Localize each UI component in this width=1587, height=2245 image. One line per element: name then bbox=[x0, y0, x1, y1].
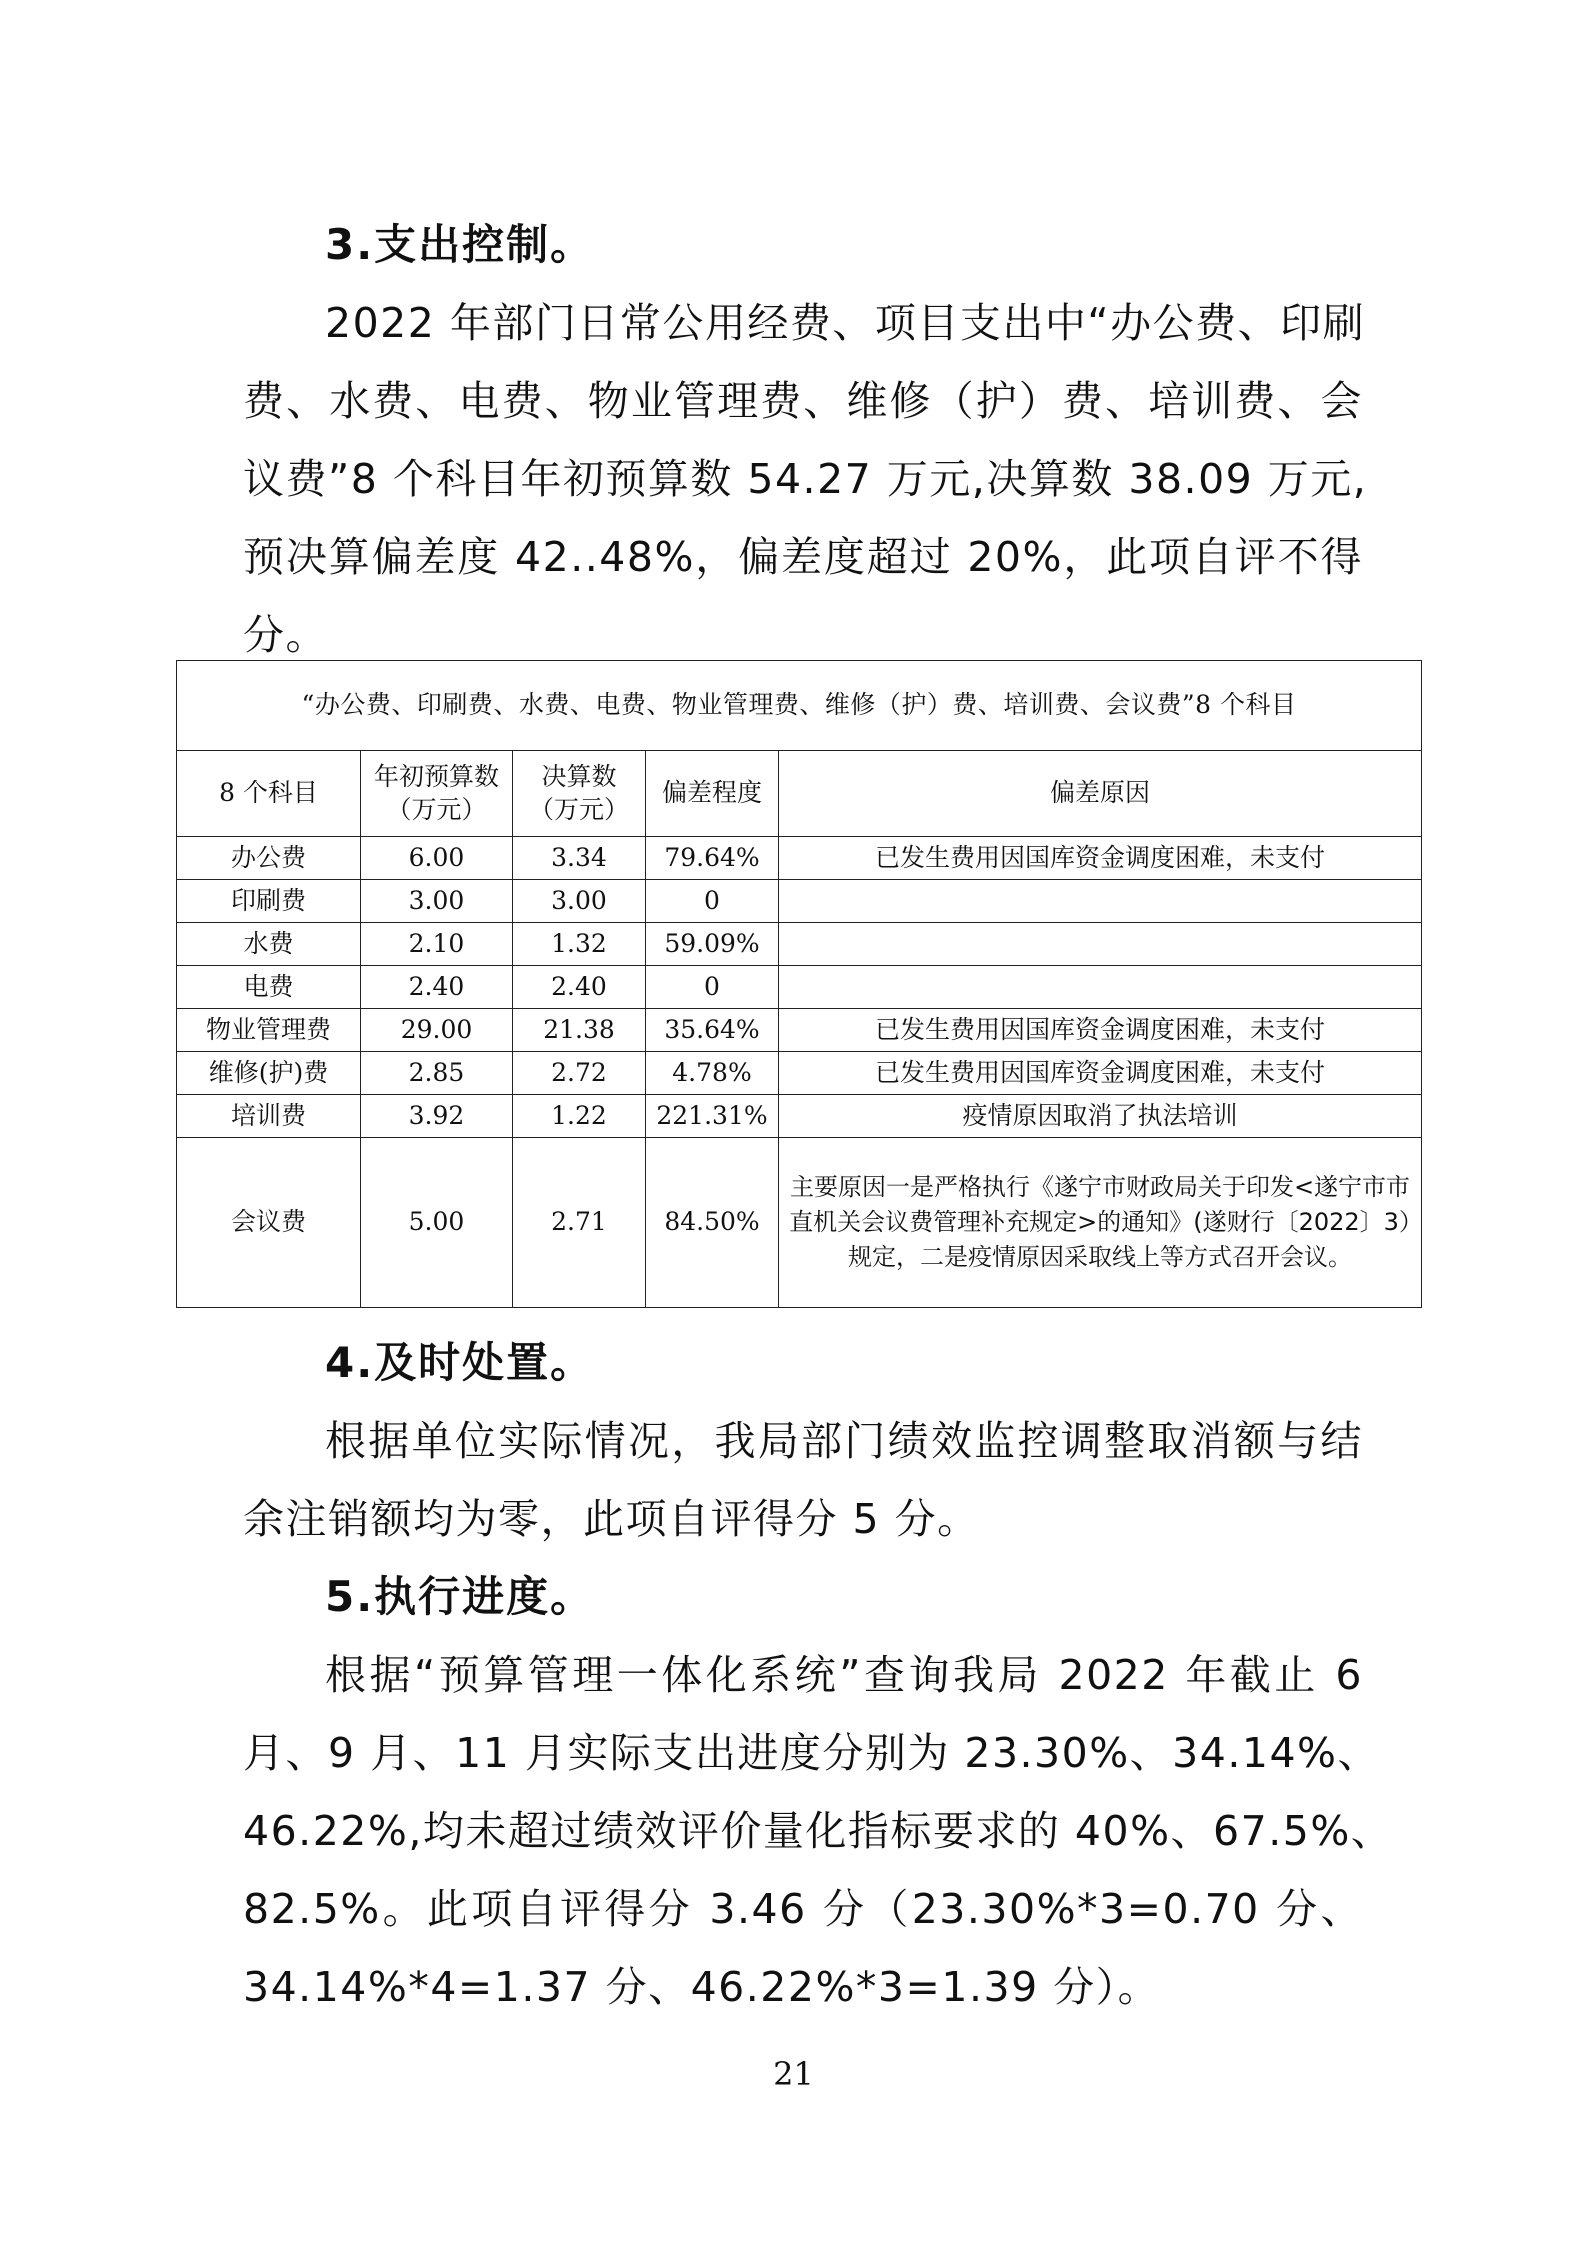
table-row bbox=[177, 1138, 1422, 1308]
cell-budget: 29.00 bbox=[361, 1009, 513, 1052]
cell-budget: 3.00 bbox=[361, 880, 513, 923]
section-5-line-5: 34.14%*4=1.37 分、46.22%*3=1.39 分）。 bbox=[243, 1963, 1161, 2011]
cell-reason bbox=[779, 966, 1422, 1009]
section-5-line-2: 月、9 月、11 月实际支出进度分别为 23.30%、34.14%、 bbox=[243, 1729, 1381, 1777]
cell-reason: 主要原因一是严格执行《遂宁市财政局关于印发<遂宁市市直机关会议费管理补充规定>的通知》(遂财行〔2022〕3）规定，二是疫情原因采取线上等方式召开会议。 bbox=[779, 1138, 1422, 1308]
header-final-accounts: 决算数（万元） bbox=[513, 751, 646, 837]
page-number: 21 bbox=[773, 2055, 814, 2093]
cell-subject: 培训费 bbox=[177, 1095, 361, 1138]
cell-subject: 办公费 bbox=[177, 837, 361, 880]
cell-final: 2.71 bbox=[513, 1138, 646, 1308]
table-caption-row bbox=[177, 661, 1422, 751]
cell-final: 1.22 bbox=[513, 1095, 646, 1138]
section-3-line-1: 2022 年部门日常公用经费、项目支出中“办公费、印刷 bbox=[325, 299, 1366, 347]
table-row bbox=[177, 966, 1422, 1009]
cell-reason: 疫情原因取消了执法培训 bbox=[779, 1095, 1422, 1138]
header-deviation-reason: 偏差原因 bbox=[779, 751, 1422, 837]
table-header-row bbox=[177, 751, 1422, 837]
cell-subject: 印刷费 bbox=[177, 880, 361, 923]
header-initial-budget: 年初预算数（万元） bbox=[361, 751, 513, 837]
section-4-heading: 4.及时处置。 bbox=[325, 1338, 595, 1387]
cell-subject: 物业管理费 bbox=[177, 1009, 361, 1052]
cell-deviation: 0 bbox=[646, 880, 779, 923]
table-row bbox=[177, 1009, 1422, 1052]
table-row bbox=[177, 1095, 1422, 1138]
cell-reason bbox=[779, 923, 1422, 966]
cell-final: 2.72 bbox=[513, 1052, 646, 1095]
section-5-line-4: 82.5%。此项自评得分 3.46 分（23.30%*3=0.70 分、 bbox=[243, 1885, 1363, 1933]
cell-final: 3.34 bbox=[513, 837, 646, 880]
cell-deviation: 59.09% bbox=[646, 923, 779, 966]
cell-final: 2.40 bbox=[513, 966, 646, 1009]
section-3-line-3: 议费”8 个科目年初预算数 54.27 万元,决算数 38.09 万元, bbox=[243, 455, 1368, 503]
cell-deviation: 4.78% bbox=[646, 1052, 779, 1095]
header-deviation: 偏差程度 bbox=[646, 751, 779, 837]
cell-budget: 2.40 bbox=[361, 966, 513, 1009]
header-subject: 8 个科目 bbox=[177, 751, 361, 837]
cell-final: 21.38 bbox=[513, 1009, 646, 1052]
cell-reason bbox=[779, 880, 1422, 923]
section-4-line-1: 根据单位实际情况，我局部门绩效监控调整取消额与结 bbox=[325, 1417, 1363, 1465]
table-row bbox=[177, 880, 1422, 923]
cell-deviation: 35.64% bbox=[646, 1009, 779, 1052]
table-row bbox=[177, 837, 1422, 880]
cell-subject: 电费 bbox=[177, 966, 361, 1009]
cell-budget: 5.00 bbox=[361, 1138, 513, 1308]
table-row bbox=[177, 923, 1422, 966]
cell-subject: 维修(护)费 bbox=[177, 1052, 361, 1095]
section-5-heading: 5.执行进度。 bbox=[325, 1572, 595, 1621]
table-row bbox=[177, 1052, 1422, 1095]
cell-budget: 2.10 bbox=[361, 923, 513, 966]
cell-budget: 2.85 bbox=[361, 1052, 513, 1095]
cell-final: 3.00 bbox=[513, 880, 646, 923]
cell-final: 1.32 bbox=[513, 923, 646, 966]
cell-subject: 会议费 bbox=[177, 1138, 361, 1308]
cell-deviation: 84.50% bbox=[646, 1138, 779, 1308]
cell-budget: 3.92 bbox=[361, 1095, 513, 1138]
section-3-heading: 3.支出控制。 bbox=[325, 220, 595, 269]
expense-deviation-table bbox=[176, 660, 1422, 1308]
table-caption: “办公费、印刷费、水费、电费、物业管理费、维修（护）费、培训费、会议费”8 个科目 bbox=[177, 661, 1422, 751]
section-3-line-2: 费、水费、电费、物业管理费、维修（护）费、培训费、会 bbox=[243, 377, 1363, 425]
cell-deviation: 0 bbox=[646, 966, 779, 1009]
section-4-line-2: 余注销额均为零，此项自评得分 5 分。 bbox=[243, 1495, 980, 1543]
cell-subject: 水费 bbox=[177, 923, 361, 966]
cell-reason: 已发生费用因国库资金调度困难，未支付 bbox=[779, 1052, 1422, 1095]
section-3-line-5: 分。 bbox=[243, 611, 328, 659]
section-5-line-1: 根据“预算管理一体化系统”查询我局 2022 年截止 6 bbox=[325, 1651, 1363, 1699]
cell-deviation: 79.64% bbox=[646, 837, 779, 880]
cell-deviation: 221.31% bbox=[646, 1095, 779, 1138]
cell-reason: 已发生费用因国库资金调度困难，未支付 bbox=[779, 1009, 1422, 1052]
section-3-line-4: 预决算偏差度 42..48%，偏差度超过 20%，此项自评不得 bbox=[243, 533, 1363, 581]
section-5-line-3: 46.22%,均未超过绩效评价量化指标要求的 40%、67.5%、 bbox=[243, 1807, 1394, 1855]
cell-reason: 已发生费用因国库资金调度困难，未支付 bbox=[779, 837, 1422, 880]
cell-budget: 6.00 bbox=[361, 837, 513, 880]
